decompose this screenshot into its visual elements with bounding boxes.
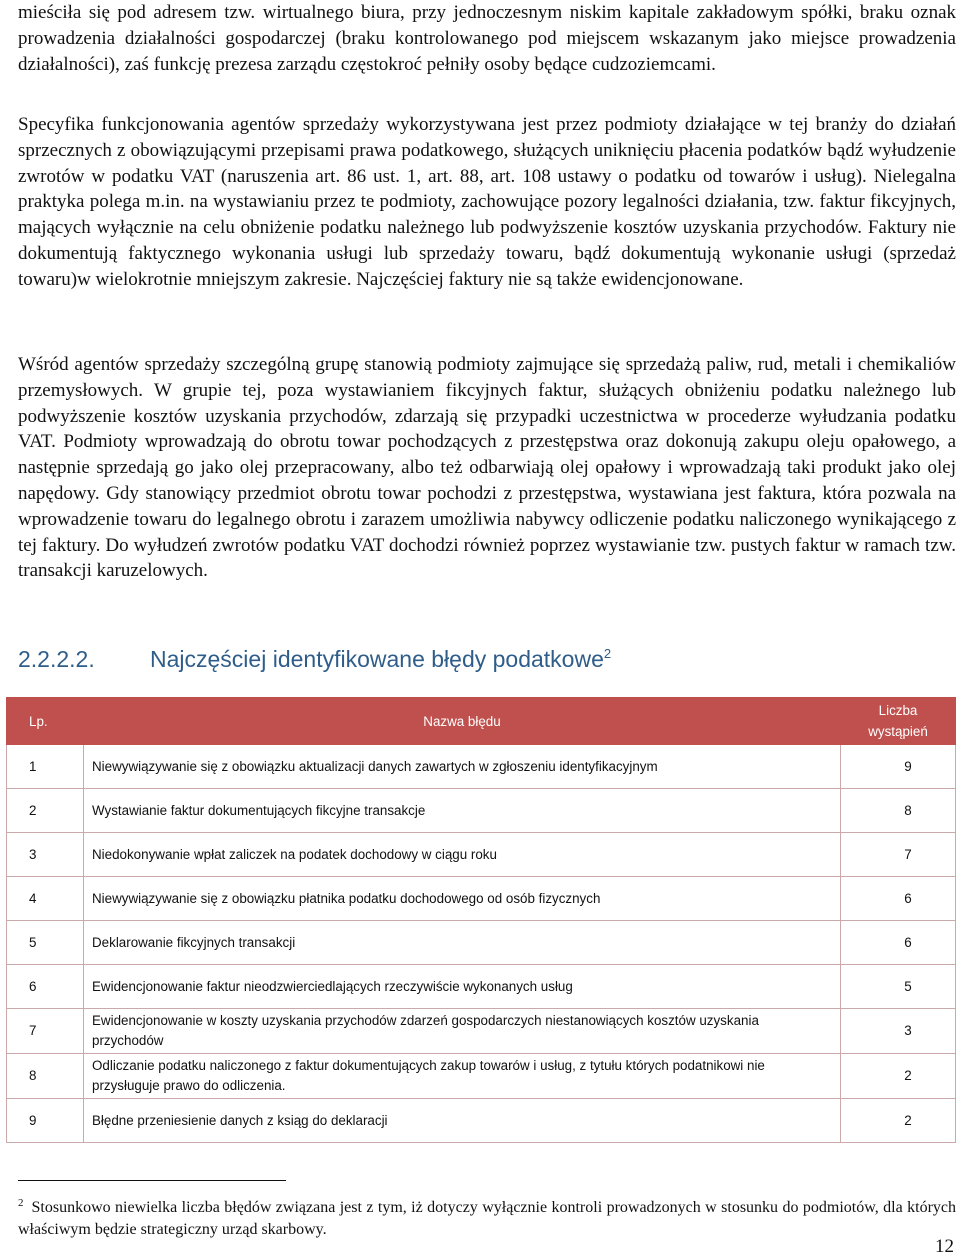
- table-row: [7, 745, 956, 789]
- row-lp: 9: [7, 1099, 84, 1143]
- row-error-name: Niewywiązywanie się z obowiązku aktualizacji danych zawartych w zgłoszeniu identyfikacyjnym: [84, 745, 841, 789]
- section-number: 2.2.2.2.: [18, 646, 95, 672]
- table-row: [7, 965, 956, 1009]
- row-count: 6: [841, 921, 956, 965]
- footnote-text: Stosunkowo niewielka liczba błędów związana jest z tym, iż dotyczy wyłącznie kontroli prowadzonych w stosunku do podmiotów, dla których właściwym będzie strategiczny urząd skarbowy.: [18, 1199, 956, 1238]
- row-lp: 3: [7, 833, 84, 877]
- row-count: 3: [841, 1009, 956, 1054]
- footnote: [18, 1192, 956, 1241]
- row-lp: 5: [7, 921, 84, 965]
- table-row: [7, 789, 956, 833]
- row-error-name: Ewidencjonowanie w koszty uzyskania przychodów zdarzeń gospodarczych niestanowiących kosztów uzyskania przychodów: [84, 1009, 841, 1054]
- row-count: 8: [841, 789, 956, 833]
- page-number: 12: [935, 1236, 954, 1257]
- table-row: [7, 1054, 956, 1099]
- paragraph-agents-specifics: Specyfika funkcjonowania agentów sprzedaży wykorzystywana jest przez podmioty działające w tej branży do działań sprzecznych z obowiązującymi przepisami prawa podatkowego, służących uniknięciu płacenia podatków bądź wyłudzenie zwrotów w podatku VAT (naruszenia art. 86 ust. 1, art. 88, art. 108 ustawy o podatku od towarów i usług). Nielegalna praktyka polega m.in. na wystawianiu przez te podmioty, zachowujące pozory legalności działania, tzw. faktur fikcyjnych, mających wyłącznie na celu obniżenie podatku należnego lub podwyższenie kosztów uzyskania przychodów. Faktury nie dokumentują faktycznego wykonania usługi lub sprzedaży towaru, bądź dokumentują wykonanie usługi (sprzedaż towaru)w wielokrotnie mniejszym zakresie. Najczęściej faktury nie są także ewidencjonowane.: [18, 114, 956, 290]
- row-lp: 4: [7, 877, 84, 921]
- footnote-divider: [18, 1180, 286, 1181]
- row-lp: 1: [7, 745, 84, 789]
- paragraph-fuel-agents: Wśród agentów sprzedaży szczególną grupę stanowią podmioty zajmujące się sprzedażą paliw, rud, metali i chemikaliów przemysłowych. W grupie tej, poza wystawianiem fikcyjnych faktur, służących obniżeniu podatku należnego lub podwyższenie kosztów uzyskania przychodów, zdarzają się przypadki uczestnictwa w procederze wyłudzania podatku VAT. Podmioty wprowadzają do obrotu towar pochodzących z przestępstwa oraz dokonują zakupu oleju opałowego, a następnie sprzedają go jako olej przepracowany, albo też odbarwiają olej opałowy i wprowadzają taki produkt jako olej napędowy. Gdy stanowiący przedmiot obrotu towar pochodzi z przestępstwa, wystawiana jest faktura, która pozwala na wprowadzenie towaru do legalnego obrotu i zarazem umożliwia nabywcy odliczenie podatku naliczonego wynikającego z tej faktury. Do wyłudzeń zwrotów podatku VAT dochodzi również poprzez wystawianie tzw. pustych faktur w ramach tzw. transakcji karuzelowych.: [18, 354, 956, 582]
- section-title: Najczęściej identyfikowane błędy podatkowe: [150, 646, 604, 672]
- row-error-name: Niedokonywanie wpłat zaliczek na podatek dochodowy w ciągu roku: [84, 833, 841, 877]
- table-row: [7, 921, 956, 965]
- row-count: 2: [841, 1099, 956, 1143]
- table-row: [7, 1099, 956, 1143]
- row-error-name: Odliczanie podatku naliczonego z faktur dokumentujących zakup towarów i usług, z tytułu których podatnikowi nie przysługuje prawo do odliczenia.: [84, 1054, 841, 1099]
- tax-errors-table: [6, 697, 956, 1143]
- table-row: [7, 1009, 956, 1054]
- row-count: 2: [841, 1054, 956, 1099]
- header-count: Liczba wystąpień: [841, 698, 956, 745]
- row-count: 5: [841, 965, 956, 1009]
- row-error-name: Niewywiązywanie się z obowiązku płatnika podatku dochodowego od osób fizycznych: [84, 877, 841, 921]
- header-lp: Lp.: [7, 698, 84, 745]
- row-lp: 2: [7, 789, 84, 833]
- row-error-name: Ewidencjonowanie faktur nieodzwierciedlających rzeczywiście wykonanych usług: [84, 965, 841, 1009]
- table-row: [7, 877, 956, 921]
- header-error-name: Nazwa błędu: [84, 698, 841, 745]
- row-error-name: Deklarowanie fikcyjnych transakcji: [84, 921, 841, 965]
- row-count: 6: [841, 877, 956, 921]
- footnote-reference: 2: [603, 646, 612, 661]
- table-header-row: [7, 698, 956, 745]
- row-error-name: Wystawianie faktur dokumentujących fikcyjne transakcje: [84, 789, 841, 833]
- row-lp: 7: [7, 1009, 84, 1054]
- paragraph-intro: mieściła się pod adresem tzw. wirtualnego biura, przy jednoczesnym niskim kapitale zakładowym spółki, braku oznak prowadzenia działalności gospodarczej (braku kontrolowanego pod miejscem wskazanym jako miejsce prowadzenia działalności), zaś funkcję prezesa zarządu częstokroć pełniły osoby będące cudzoziemcami.: [18, 2, 956, 75]
- row-lp: 6: [7, 965, 84, 1009]
- table-row: [7, 833, 956, 877]
- row-count: 7: [841, 833, 956, 877]
- footnote-marker: 2: [18, 1197, 24, 1209]
- row-lp: 8: [7, 1054, 84, 1099]
- row-error-name: Błędne przeniesienie danych z ksiąg do deklaracji: [84, 1099, 841, 1143]
- row-count: 9: [841, 745, 956, 789]
- section-heading: [18, 646, 611, 673]
